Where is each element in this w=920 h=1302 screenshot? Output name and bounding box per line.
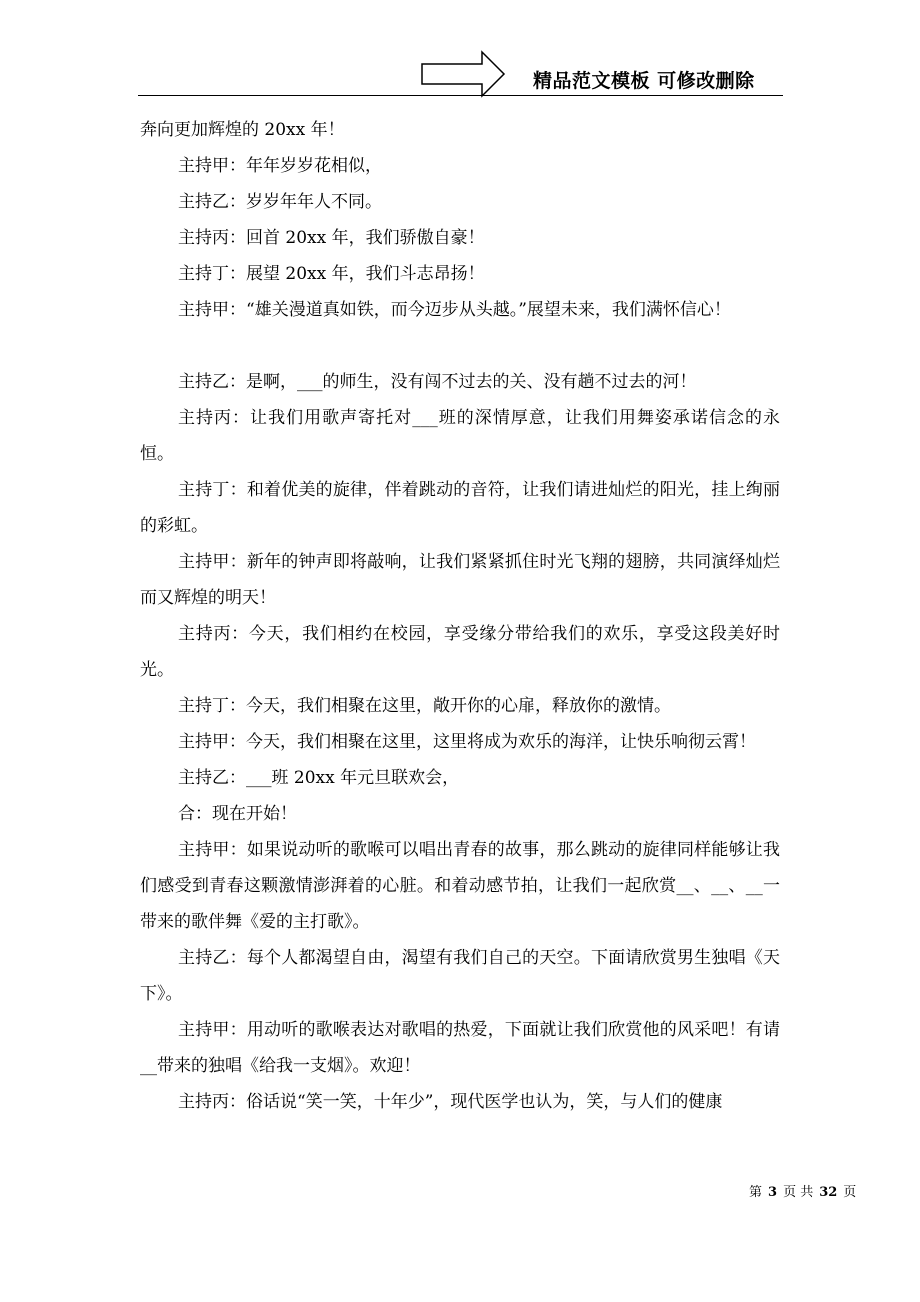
paragraph: 奔向更加辉煌的 20xx 年！: [140, 120, 345, 140]
total-page-count: 32: [819, 1185, 838, 1200]
paragraph: 主持乙：岁岁年年人不同。: [178, 192, 382, 212]
footer-prefix: 第: [749, 1185, 763, 1200]
paragraph: 主持丁：展望 20xx 年，我们斗志昂扬！: [178, 264, 485, 284]
paragraph: 主持甲：如果说动听的歌喉可以唱出青春的故事，那么跳动的旋律同样能够让我们感受到青春这颗激情澎湃着的心脏。和着动感节拍，让我们一起欣赏__、__、__一带来的歌伴舞《爱的主打歌》。: [140, 840, 780, 932]
paragraph: 主持甲：年年岁岁花相似，: [178, 156, 382, 176]
footer-suffix: 页: [843, 1185, 857, 1200]
paragraph: 主持乙：每个人都渴望自由，渴望有我们自己的天空。下面请欣赏男生独唱《天下》。: [140, 948, 780, 1004]
paragraph: 主持丙：让我们用歌声寄托对___班的深情厚意，让我们用舞姿承诺信念的永恒。: [140, 408, 780, 464]
paragraph: 主持甲：今天，我们相聚在这里，这里将成为欢乐的海洋，让快乐响彻云霄！: [178, 732, 756, 752]
paragraph: 主持丙：俗话说“笑一笑，十年少”，现代医学也认为，笑，与人们的健康: [178, 1092, 723, 1112]
paragraph: 合：现在开始！: [178, 804, 297, 824]
page-header: [0, 0, 920, 100]
header-divider: [138, 95, 783, 96]
paragraph: 主持甲：用动听的歌喉表达对歌唱的热爱，下面就让我们欣赏他的风采吧！有请__带来的独唱《给我一支烟》。欢迎！: [140, 1020, 780, 1076]
page-footer: [749, 1181, 856, 1200]
blank-line: [140, 328, 780, 364]
footer-middle: 页 共: [783, 1185, 814, 1200]
paragraph: 主持丙：回首 20xx 年，我们骄傲自豪！: [178, 228, 485, 248]
paragraph: 主持乙：是啊，___的师生，没有闯不过去的关、没有趟不过去的河！: [178, 372, 697, 392]
arrow-right-icon: [420, 50, 506, 98]
paragraph: 主持丁：今天，我们相聚在这里，敞开你的心扉，释放你的激情。: [178, 696, 671, 716]
paragraph: 主持乙：___班 20xx 年元旦联欢会，: [178, 768, 460, 788]
paragraph: 主持甲：新年的钟声即将敲响，让我们紧紧抓住时光飞翔的翅膀，共同演绎灿烂而又辉煌的明天！: [140, 552, 780, 608]
current-page-number: 3: [768, 1185, 778, 1200]
document-body: [140, 112, 780, 1120]
header-title: 精品范文模板 可修改删除: [533, 70, 755, 92]
paragraph: 主持甲：“雄关漫道真如铁，而今迈步从头越。”展望未来，我们满怀信心！: [178, 300, 731, 320]
paragraph: 主持丙：今天，我们相约在校园，享受缘分带给我们的欢乐，享受这段美好时光。: [140, 624, 780, 680]
paragraph: 主持丁：和着优美的旋律，伴着跳动的音符，让我们请进灿烂的阳光，挂上绚丽的彩虹。: [140, 480, 780, 536]
